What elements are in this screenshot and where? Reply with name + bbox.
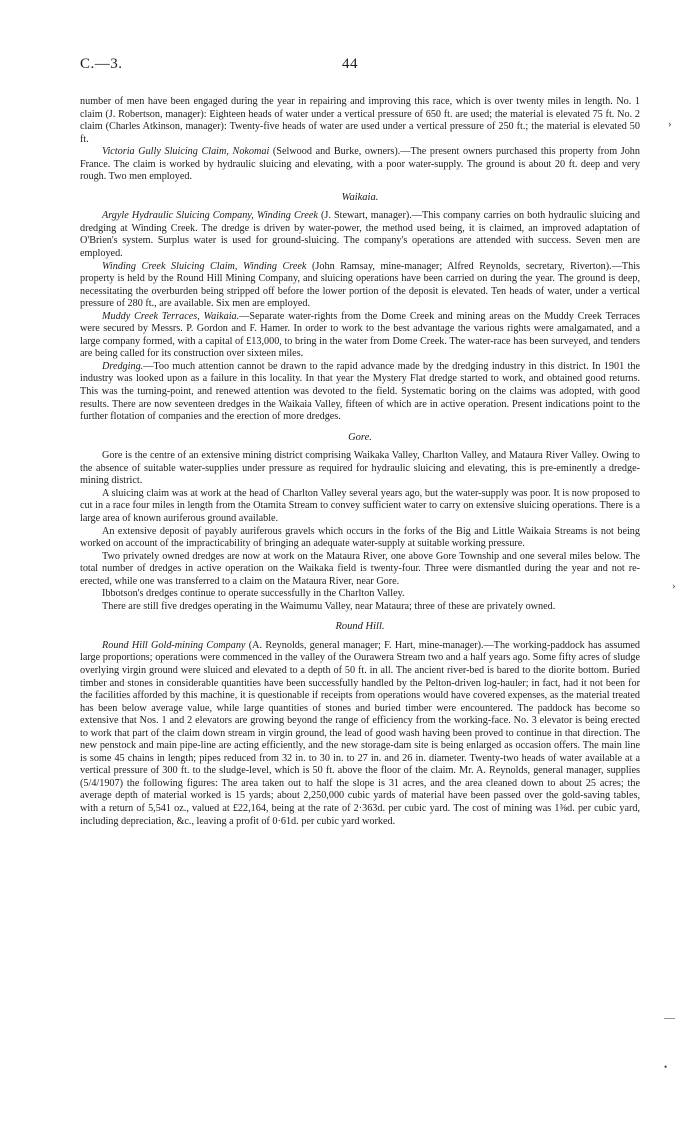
paragraph [80, 261, 640, 311]
paragraph-text: number of men have been engaged during the year in repairing and improving this race, which is over twenty miles in length. No. 1 claim (J. Robertson, manager): Eighteen heads of water under a vertical pressure of 650 ft. are used; the material is elevated 75 ft. No. 2 claim (Charles Atkinson, manager): Twenty-five heads of water are used under a vertical pressure of 250 ft.; the material is elevated 50 ft. [80, 96, 640, 145]
page-header [80, 56, 640, 86]
paragraph-lead: Muddy Creek Terraces, Waikaia. [102, 310, 240, 322]
section-heading: Gore. [348, 431, 372, 443]
paragraph [80, 210, 640, 260]
document-page [80, 56, 640, 828]
paragraph-lead: Argyle Hydraulic Sluicing Company, Winding Creek [102, 210, 318, 222]
paragraph [80, 96, 640, 146]
paragraph [80, 311, 640, 361]
paragraph-text: An extensive deposit of payably auriferous gravels which occurs in the forks of the Big and Little Waikaia Streams is not being worked on account of the impracticability of bringing an adequate water-supply at suitable working pressure. [80, 525, 640, 550]
margin-dot-icon: • [664, 1062, 668, 1072]
margin-dash-icon: — [664, 1012, 675, 1024]
section-heading: Round Hill. [335, 621, 385, 633]
paragraph-text: (Selwood and Burke, owners).—The present owners purchased this property from John France. The claim is worked by hydraulic sluicing and elevating, with a poor water-supply. The ground is about 20 ft. deep and very rough. Two men employed. [80, 146, 640, 183]
paragraph-lead: Victoria Gully Sluicing Claim, Nokomai [102, 146, 270, 158]
document-body [80, 96, 640, 828]
paragraph [80, 450, 640, 488]
margin-mark-icon: › [672, 580, 676, 592]
paragraph [80, 526, 640, 551]
report-reference: C.—3. [80, 56, 123, 72]
paragraph-text: —Too much attention cannot be drawn to the rapid advance made by the dredging industry in this district. In 1901 the industry was looked upon as a failure in this locality. In that year the Mystery Flat dredge started to work, and obtained good returns. This was the turning-point, and renewed attention was devoted to the field. Systematic boring on the claims was adopted, with good results. There are now seventeen dredges in the Waikaia Valley, fifteen of which are in active operation. Present indications point to the further flotation of companies and the erection of more dredges. [80, 360, 640, 423]
paragraph-lead: Dredging. [102, 360, 144, 372]
paragraph-text: (J. Stewart, manager).—This company carries on both hydraulic sluicing and dredging at Winding Creek. The dredge is driven by water-power, the method used being, it is claimed, an improved adaptation of O'Brien's system. Surplus water is used for ground-sluicing. The company's operations are attended with success. Seven men are employed. [80, 210, 640, 260]
paragraph-text: There are still five dredges operating in the Waimumu Valley, near Mataura; three of these are privately owned. [102, 600, 556, 612]
paragraph [80, 361, 640, 424]
margin-mark-icon: › [668, 118, 672, 130]
paragraph-text: Two privately owned dredges are now at work on the Mataura River, one above Gore Township and one several miles below. The total number of dredges in active operation on the Waikaka field is twenty-four. Three were dismantled during the year and not re-erected, while one was transferred to a claim on the Mataura River, near Gore. [80, 550, 640, 587]
paragraph-text: Ibbotson's dredges continue to operate successfully in the Charlton Valley. [102, 588, 405, 600]
section-heading: Waikaia. [341, 191, 379, 203]
paragraph [80, 551, 640, 589]
paragraph-text: (John Ramsay, mine-manager; Alfred Reynolds, secretary, Riverton).—This property is held by the Round Hill Mining Company, and sluicing operations have been carried on during the year. The ground is deep, necessitating the overburden being stripped off before the lower portion of the deposit is elevated. Ten heads of water, under a vertical pressure of 280 ft., are available. Six men are employed. [80, 260, 640, 310]
paragraph [80, 488, 640, 526]
page-number: 44 [342, 56, 358, 72]
paragraph-text: A sluicing claim was at work at the head of Charlton Valley several years ago, but the water-supply was poor. It is now proposed to cut in a race four miles in length from the Otamita Stream to convey sufficient water to carry on extensive sluicing operations. There is a large area of known auriferous ground available. [80, 487, 640, 524]
paragraph-text: Gore is the centre of an extensive mining district comprising Waikaka Valley, Charlton Valley, and Mataura River Valley. Owing to the absence of suitable water-supplies under pressure as required for hydraulic sluicing and elevating, this is pre-eminently a dredge-mining district. [80, 450, 640, 487]
paragraph [80, 640, 640, 828]
paragraph [80, 601, 640, 614]
paragraph-lead: Winding Creek Sluicing Claim, Winding Creek [102, 260, 307, 272]
paragraph-lead: Round Hill Gold-mining Company [102, 639, 246, 651]
paragraph-text: (A. Reynolds, general manager; F. Hart, mine-manager).—The working-paddock has assumed large proportions; operations were commenced in the valley of the Ourawera Stream two and a half years ago. Some fifty acres of sludge overlying virgin ground were sluiced and elevated to a depth of 50 ft. in all. The ancient river-bed is bared to the diorite bottom. Buried timber and stones in considerable quantities have been successfully handled by the Pelton-driven log-hauler; in fact, had it not been for the facilities afforded by this machine, it is questionable if receipts from operations would have covered expenses, as the material treated has been below average value, while large quantities of stones and buried timber were encountered. The paddock has become so extensive that Nos. 1 and 2 elevators are growing beyond the range of efficiency from the working-face. No. 3 elevator is being erected to work that part of the claim down stream in virgin ground, the lead of good wash having been proved to continue in that direction. The new penstock and main pipe-line are acting efficiently, and the new storage-dam site is being enlarged as occasion offers. The main line is some 45 chains in length; pipes reduced from 32 in. to 30 in. to 27 in. and 26 in. diameter. Twenty-two heads of water available at a vertical pressure of 300 ft. to the sludge-level, which is 50 ft. above the floor of the claim. Mr. A. Reynolds, general manager, supplies (5/4/1907) the following figures: The area taken out to half the slope is 31 acres, and the area cleaned down to about 25 acres; the average depth of material worked is 15 yards; about 2,250,000 cubic yards of material have been passed over the gold-saving tables, with a return of 5,541 oz., valued at £22,164, being at the rate of 2·363d. per cubic yard. The cost of mining was 1⅜d. per cubic yard, including depreciation, &c., leaving a profit of 0·61d. per cubic yard worked. [80, 639, 640, 827]
paragraph-text: —Separate water-rights from the Dome Creek and mining areas on the Muddy Creek Terraces were secured by Messrs. P. Gordon and F. Hamer. In order to work to the best advantage the various rights were amalgamated, and a large company formed, with a capital of £13,000, to bring in the water from Dome Creek. The water-race has been surveyed, and tenders are being called for its construction over sixteen miles. [80, 310, 640, 360]
paragraph [80, 588, 640, 601]
paragraph [80, 146, 640, 184]
